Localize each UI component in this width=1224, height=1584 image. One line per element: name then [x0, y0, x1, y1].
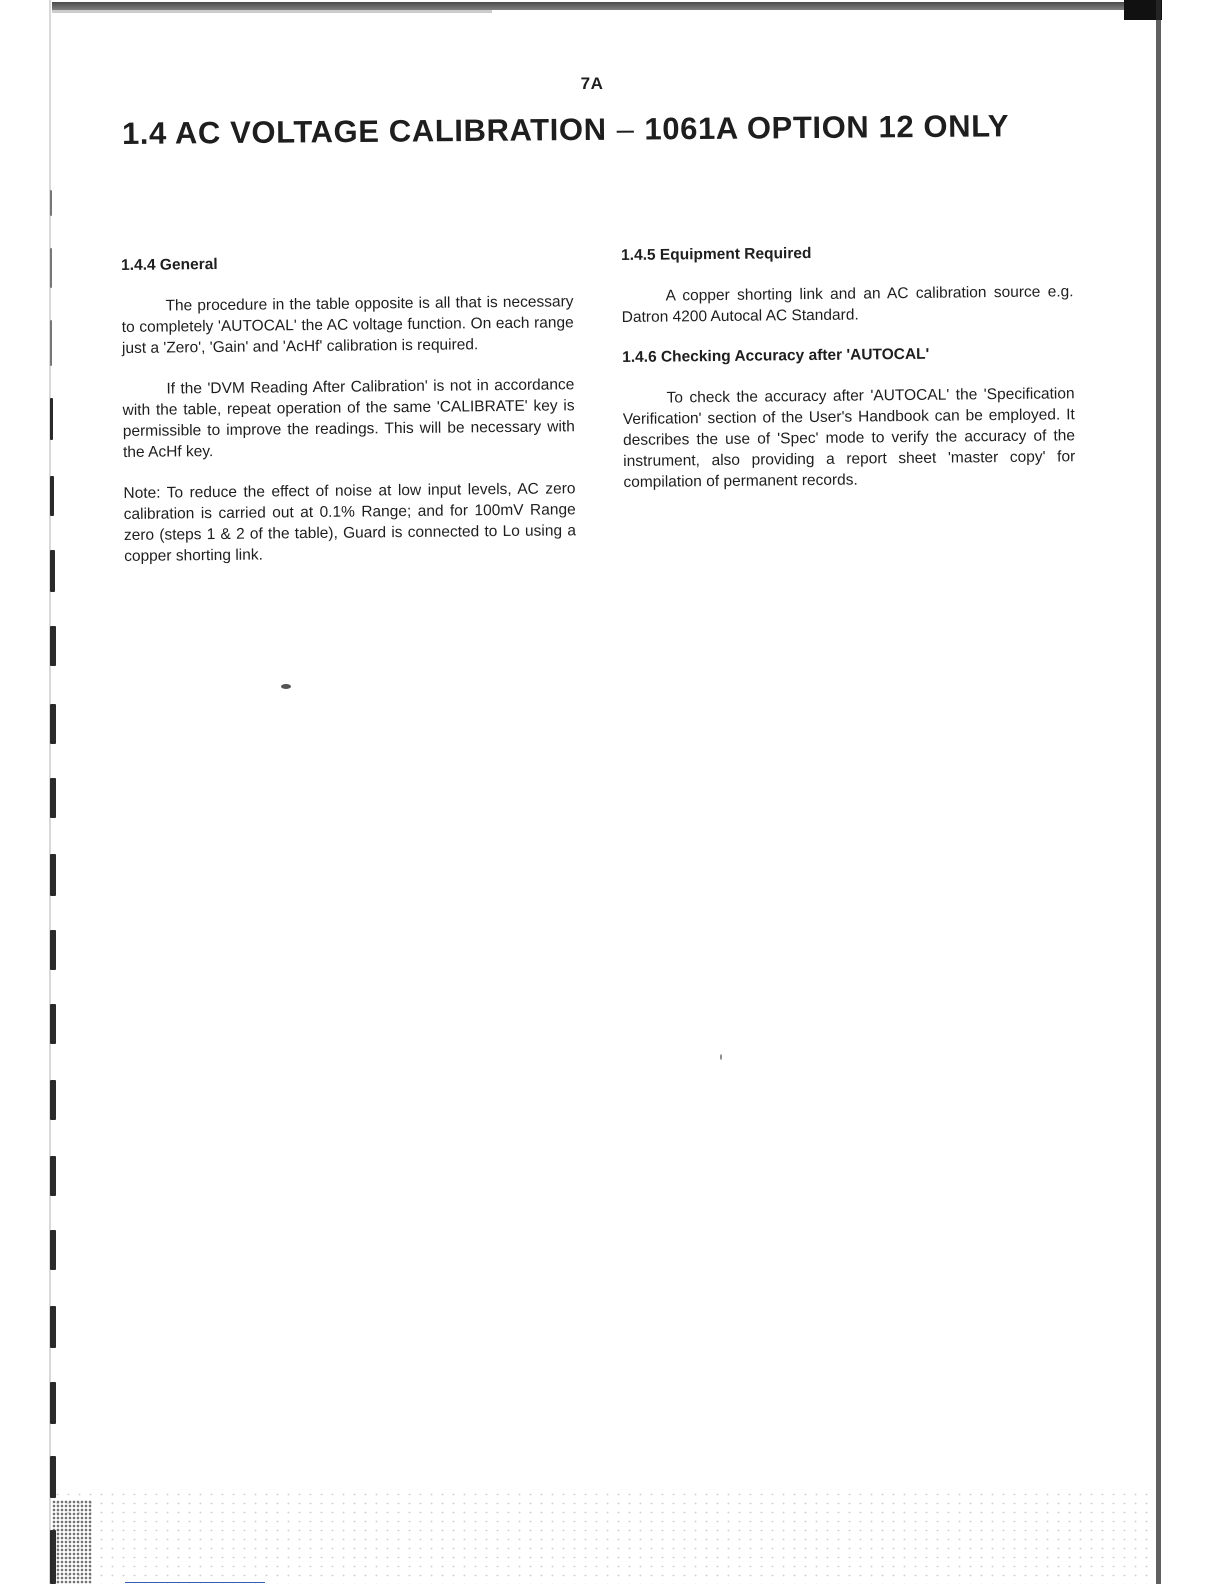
- binding-mark: [50, 1230, 56, 1270]
- binding-mark: [50, 1080, 56, 1120]
- binding-mark: [50, 778, 56, 818]
- page-title-main: 1.4 AC VOLTAGE CALIBRATION: [121, 111, 607, 151]
- scan-speck: [281, 684, 291, 689]
- binding-mark: [50, 1004, 56, 1044]
- left-column: [121, 251, 576, 587]
- scan-bottom-noise: [52, 1490, 1156, 1584]
- paragraph-dvm-reading: If the 'DVM Reading After Calibration' is not in accordance with the table, repeat operation of the same 'CALIBRATE' key is permissible to improve the readings. This will be necessary with the AcHf key.: [122, 376, 575, 461]
- scan-bottom-left-noise: [52, 1500, 92, 1584]
- binding-mark: [50, 704, 56, 744]
- scan-top-edge: [52, 2, 1160, 10]
- scan-right-edge: [1156, 0, 1161, 1584]
- scan-bottom-line: [125, 1582, 265, 1583]
- scan-speck: [720, 1054, 722, 1060]
- page-title-separator: –: [616, 111, 635, 147]
- scan-top-edge-shadow: [52, 10, 492, 13]
- binding-mark: [50, 190, 52, 216]
- section-heading-checking-accuracy: 1.4.6 Checking Accuracy after 'AUTOCAL': [622, 345, 930, 366]
- page-number: 7A: [580, 74, 604, 93]
- binding-mark: [50, 320, 52, 366]
- binding-mark: [50, 854, 56, 896]
- binding-mark: [50, 1382, 56, 1424]
- binding-mark: [50, 398, 53, 440]
- paragraph-equipment: A copper shorting link and an AC calibration source e.g. Datron 4200 Autocal AC Standard.: [621, 283, 1074, 326]
- section-heading-general: 1.4.4 General: [121, 255, 218, 274]
- right-column: [621, 241, 1076, 513]
- binding-mark: [50, 1306, 56, 1348]
- page-title: [122, 108, 1009, 152]
- binding-mark: [50, 1156, 56, 1196]
- paragraph-checking-accuracy: To check the accuracy after 'AUTOCAL' the 'Specification Verification' section of the User's Handbook can be employed. It describes the use of 'Spec' mode to verify the accuracy of the instrument, also providing a report sheet 'master copy' for compilation of permanent records.: [622, 385, 1076, 491]
- binding-mark: [50, 248, 52, 288]
- paragraph-note: Note: To reduce the effect of noise at low input levels, AC zero calibration is carried out at 0.1% Range; and for 100mV Range zero (steps 1 & 2 of the table), Guard is connected to Lo using a copper shorting link.: [123, 480, 576, 565]
- binding-mark: [50, 476, 54, 516]
- binding-mark: [50, 626, 56, 666]
- paragraph-procedure: The procedure in the table opposite is all that is necessary to completely 'AUTOCAL' the AC voltage function. On each range just a 'Zero', 'Gain' and 'AcHf' calibration is required.: [121, 293, 574, 357]
- page-title-option: 1061A OPTION 12 ONLY: [644, 108, 1010, 147]
- section-heading-equipment: 1.4.5 Equipment Required: [621, 245, 812, 264]
- binding-mark: [50, 550, 55, 592]
- binding-mark: [50, 930, 56, 970]
